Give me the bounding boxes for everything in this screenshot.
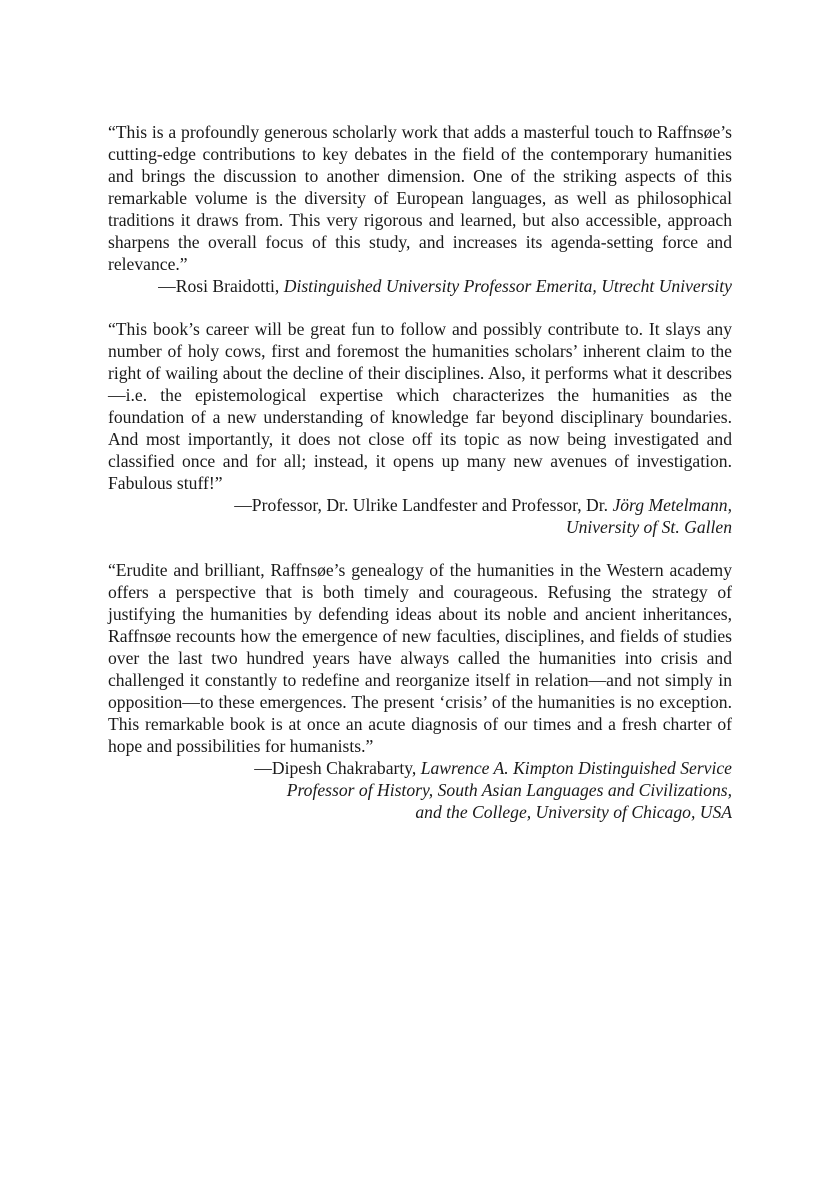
- endorser-name: —Professor, Dr. Ulrike Landfester and Professor, Dr.: [234, 495, 613, 515]
- endorser-affiliation: University of St. Gallen: [565, 517, 732, 537]
- endorser-role: Distinguished University Professor Emerita, Utrecht University: [283, 276, 732, 296]
- attribution-line: [108, 757, 732, 779]
- endorsement-quote: “This is a profoundly generous scholarly work that adds a masterful touch to Raffnsøe’s cutting-edge contributions to key debates in the field of the contemporary humanities and brings the discussion to another dimension. One of the striking aspects of this remarkable volume is the diversity of European languages, as well as philosophical traditions it draws from. This very rigorous and learned, but also accessible, approach sharpens the overall focus of this study, and increases its agenda-setting force and relevance.”: [108, 122, 732, 274]
- endorsement-quote: “Erudite and brilliant, Raffnsøe’s genealogy of the humanities in the Western academy offers a perspective that is both timely and courageous. Refusing the strategy of justifying the humanities by defending ideas about its noble and ancient inheritances, Raffnsøe recounts how the emergence of new faculties, disciplines, and fields of studies over the last two hundred years have always called the humanities into crisis and challenged it constantly to redefine and reorganize itself in relation—and not simply in opposition—to these emergences. The present ‘crisis’ of the humanities is no exception. This remarkable book is at once an acute diagnosis of our times and a fresh charter of hope and possibilities for humanists.”: [108, 560, 732, 756]
- endorser-role: Lawrence A. Kimpton Distinguished Service: [420, 758, 732, 778]
- endorser-affiliation: and the College, University of Chicago, USA: [415, 802, 732, 822]
- endorsement-landfester-metelmann: [108, 318, 732, 538]
- endorsement-braidotti: [108, 121, 732, 297]
- endorsement-quote: “This book’s career will be great fun to follow and possibly contribute to. It slays any number of holy cows, first and foremost the humanities scholars’ inherent claim to the right of wailing about the decline of their disciplines. Also, it performs what it describes—i.e. the epistemological expertise which characterizes the humanities as the foundation of a new understanding of knowledge far beyond disciplinary boundaries. And most importantly, it does not close off its topic as now being investigated and classified once and for all; instead, it opens up many new avenues of investigation. Fabulous stuff!”: [108, 319, 732, 493]
- endorsement-attribution: [108, 494, 732, 538]
- endorser-name: —Rosi Braidotti,: [158, 276, 284, 296]
- endorser-name: —Dipesh Chakrabarty,: [254, 758, 421, 778]
- attribution-line: [108, 494, 732, 516]
- endorsements-page: [108, 121, 732, 844]
- endorser-name-italic: Jörg Metelmann,: [612, 495, 732, 515]
- endorsement-attribution: [108, 757, 732, 823]
- endorsement-chakrabarty: [108, 559, 732, 823]
- endorsement-attribution: [108, 275, 732, 297]
- attribution-line: [108, 275, 732, 297]
- endorser-role-continued: Professor of History, South Asian Languages and Civilizations,: [286, 780, 732, 800]
